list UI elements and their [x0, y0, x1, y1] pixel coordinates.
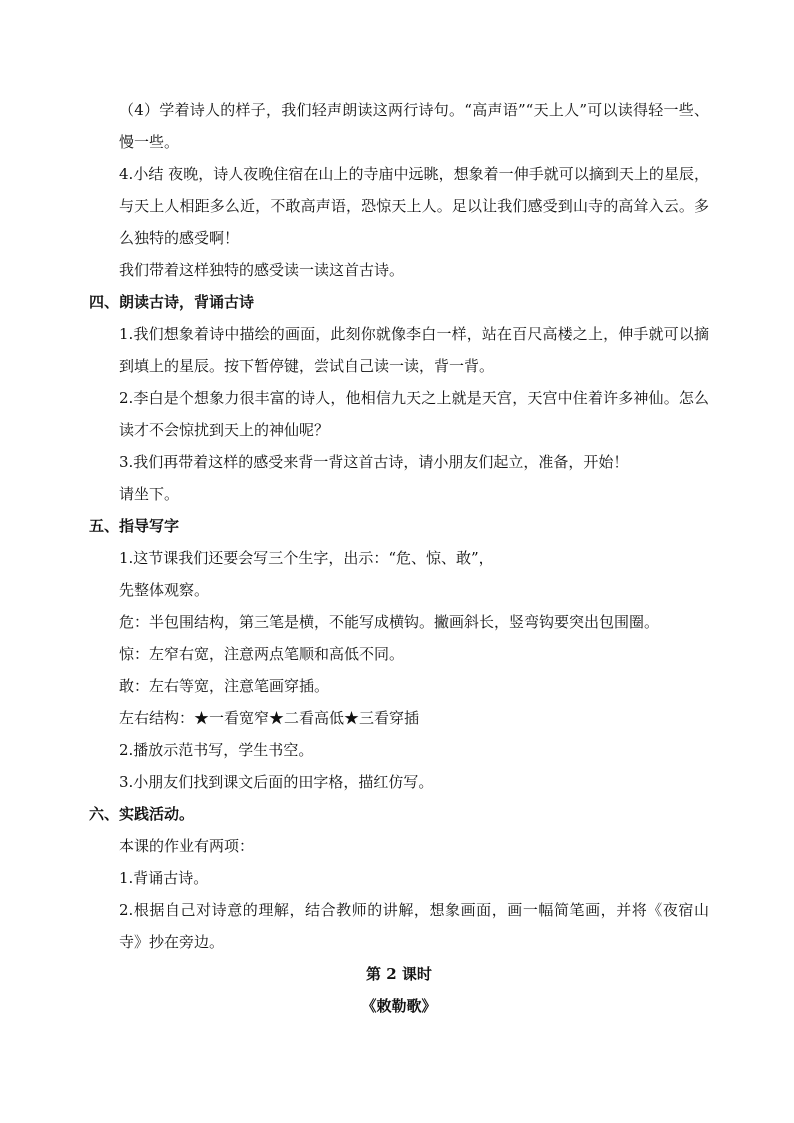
paragraph: 本课的作业有两项：: [119, 837, 255, 855]
paragraph: 2.根据自己对诗意的理解，结合教师的讲解，想象画面，画一幅简笔画，并将《夜宿山寺》抄在旁边。: [119, 901, 709, 951]
paragraph: 惊：左窄右宽，注意两点笔顺和高低不同。: [119, 645, 405, 663]
paragraph: （4）学着诗人的样子，我们轻声朗读这两行诗句。“高声语”“天上人”可以读得轻一些、慢一些。: [119, 101, 709, 151]
paragraph: 敢：左右等宽，注意笔画穿插。: [119, 677, 330, 695]
paragraph: 2.李白是个想象力很丰富的诗人，他相信九天之上就是天宫，天宫中住着许多神仙。怎么读才不会惊扰到天上的神仙呢？: [119, 389, 709, 439]
paragraph: 请坐下。: [119, 485, 180, 503]
document-body: [89, 94, 709, 1022]
lesson-subtitle: 《敕勒歌》: [361, 997, 437, 1015]
section-heading-6: 六、实践活动。: [89, 805, 195, 823]
lesson-title: 第 2 课时: [366, 965, 432, 983]
paragraph: 1.背诵古诗。: [119, 869, 209, 887]
paragraph: 1.这节课我们还要会写三个生字，出示：“危、惊、敢”，: [119, 549, 494, 567]
section-heading-4: 四、朗读古诗，背诵古诗: [89, 293, 255, 311]
paragraph: 左右结构：★一看宽窄★二看高低★三看穿插: [119, 709, 420, 727]
paragraph: 先整体观察。: [119, 581, 210, 599]
paragraph: 危：半包围结构，第三笔是横，不能写成横钩。撇画斜长，竖弯钩要突出包围圈。: [119, 613, 660, 631]
summary-paragraph: 4.小结 夜晚，诗人夜晚住宿在山上的寺庙中远眺，想象着一伸手就可以摘到天上的星辰，与天上人相距多么近，不敢高声语，恐惊天上人。足以让我们感受到山寺的高耸入云。多么独特的感受啊！: [119, 165, 709, 247]
paragraph: 3.小朋友们找到课文后面的田字格，描红仿写。: [119, 773, 434, 791]
paragraph: 我们带着这样独特的感受读一读这首古诗。: [119, 261, 405, 279]
section-heading-5: 五、指导写字: [89, 517, 180, 535]
paragraph: 3.我们再带着这样的感受来背一背这首古诗，请小朋友们起立，准备，开始！: [119, 453, 629, 471]
paragraph: 2.播放示范书写，学生书空。: [119, 741, 314, 759]
paragraph: 1.我们想象着诗中描绘的画面，此刻你就像李白一样，站在百尺高楼之上，伸手就可以摘到填上的星辰。按下暂停键，尝试自己读一读，背一背。: [119, 325, 709, 375]
